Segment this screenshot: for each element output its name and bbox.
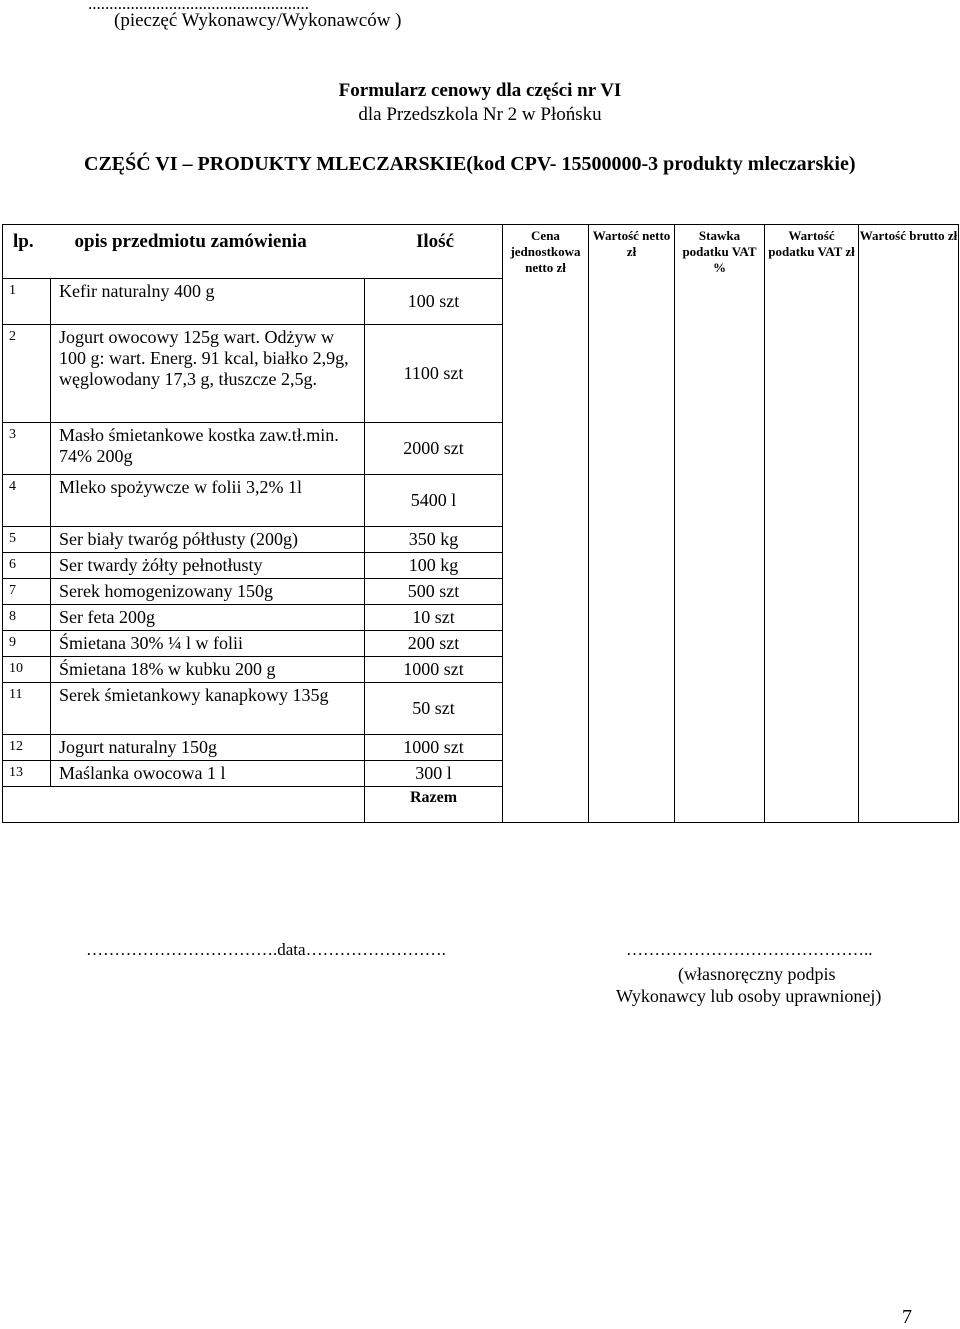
signature-label-2: Wykonawcy lub osoby uprawnionej) (616, 986, 882, 1006)
row-quantity: 100 kg (365, 553, 503, 579)
row-quantity: 5400 l (365, 475, 503, 527)
row-description: Ser twardy żółty pełnotłusty (51, 553, 365, 579)
row-description: Śmietana 30% ¼ l w folii (51, 631, 365, 657)
row-description: Ser feta 200g (51, 605, 365, 631)
row-description: Jogurt owocowy 125g wart. Odżyw w 100 g: wart. Energ. 91 kcal, białko 2,9g, węglowodany 17,3 g, tłuszcze 2,5g. (51, 325, 365, 423)
form-title: Formularz cenowy dla części nr VI (338, 80, 622, 101)
table-header-row (3, 225, 959, 279)
row-lp: 7 (3, 579, 51, 605)
row-quantity: 1100 szt (365, 325, 503, 423)
total-empty-desc (51, 787, 365, 823)
date-line: …………………………….data……………………. (86, 940, 446, 959)
row-quantity: 500 szt (365, 579, 503, 605)
row-description: Ser biały twaróg półtłusty (200g) (51, 527, 365, 553)
row-lp: 6 (3, 553, 51, 579)
row-quantity: 1000 szt (365, 735, 503, 761)
header-description: opis przedmiotu zamówienia (51, 225, 365, 279)
row-lp: 12 (3, 735, 51, 761)
row-description: Kefir naturalny 400 g (51, 279, 365, 325)
row-lp: 13 (3, 761, 51, 787)
header-unit-price: Cena jednostkowa netto zł (503, 225, 589, 823)
row-quantity: 100 szt (365, 279, 503, 325)
row-lp: 3 (3, 423, 51, 475)
header-quantity: Ilość (365, 225, 503, 279)
row-lp: 1 (3, 279, 51, 325)
part-title: CZĘŚĆ VI – PRODUKTY MLECZARSKIE(kod CPV- 15500000-3 produkty mleczarskie) (84, 153, 856, 175)
form-subtitle: dla Przedszkola Nr 2 w Płońsku (358, 104, 602, 125)
page-number: 7 (902, 1306, 912, 1328)
row-quantity: 350 kg (365, 527, 503, 553)
stamp-dots: .................................................... (88, 0, 309, 13)
row-lp: 5 (3, 527, 51, 553)
total-empty-lp (3, 787, 51, 823)
row-lp: 11 (3, 683, 51, 735)
header-value-gross: Wartość brutto zł (859, 225, 959, 823)
row-lp: 2 (3, 325, 51, 423)
row-lp: 4 (3, 475, 51, 527)
row-lp: 9 (3, 631, 51, 657)
row-quantity: 10 szt (365, 605, 503, 631)
total-label: Razem (365, 787, 503, 823)
header-vat-value: Wartość podatku VAT zł (765, 225, 859, 823)
row-quantity: 200 szt (365, 631, 503, 657)
row-description: Serek śmietankowy kanapkowy 135g (51, 683, 365, 735)
row-description: Maślanka owocowa 1 l (51, 761, 365, 787)
row-description: Serek homogenizowany 150g (51, 579, 365, 605)
header-lp: lp. (3, 225, 51, 279)
row-description: Mleko spożywcze w folii 3,2% 1l (51, 475, 365, 527)
row-lp: 10 (3, 657, 51, 683)
row-quantity: 2000 szt (365, 423, 503, 475)
row-quantity: 1000 szt (365, 657, 503, 683)
row-description: Masło śmietankowe kostka zaw.tł.min. 74% 200g (51, 423, 365, 475)
signature-dots: …………………………………….. (626, 940, 873, 959)
row-lp: 8 (3, 605, 51, 631)
header-vat-rate: Stawka podatku VAT % (675, 225, 765, 823)
row-description: Jogurt naturalny 150g (51, 735, 365, 761)
row-quantity: 50 szt (365, 683, 503, 735)
row-quantity: 300 l (365, 761, 503, 787)
signature-label-1: (własnoręczny podpis (678, 964, 836, 984)
price-table (2, 224, 959, 823)
row-description: Śmietana 18% w kubku 200 g (51, 657, 365, 683)
header-value-net: Wartość netto zł (589, 225, 675, 823)
stamp-label: (pieczęć Wykonawcy/Wykonawców ) (114, 10, 402, 31)
